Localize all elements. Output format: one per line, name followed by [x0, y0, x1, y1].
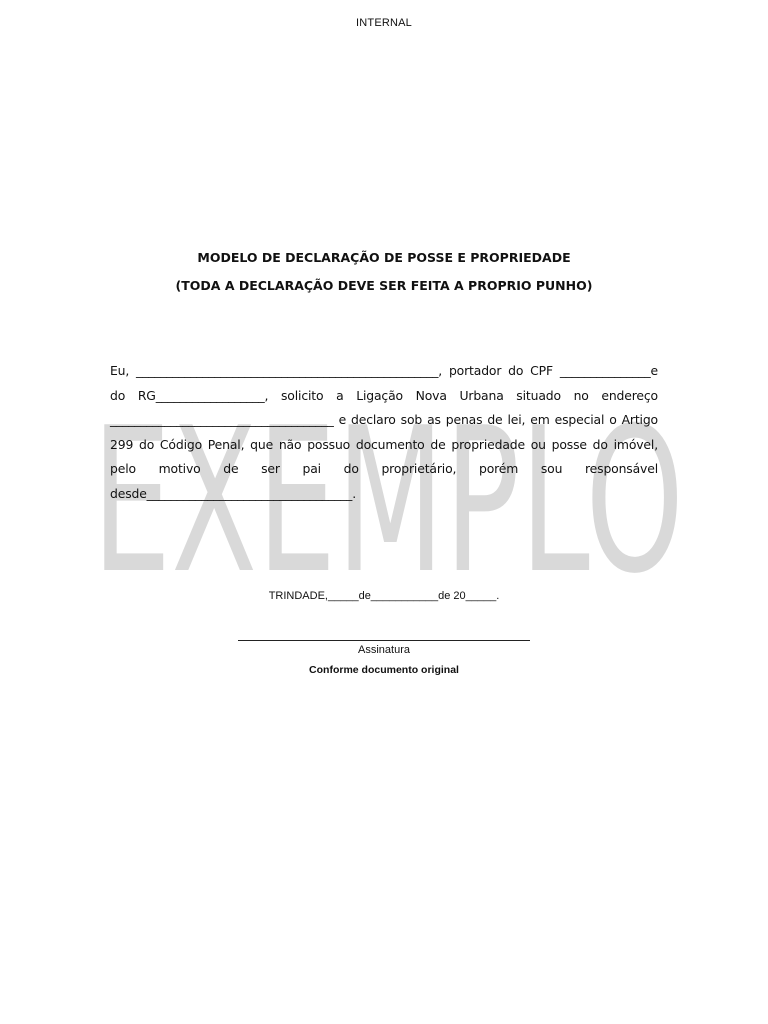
document-subtitle: (TODA A DECLARAÇÃO DEVE SER FEITA A PROPRIO PUNHO): [175, 278, 593, 293]
declaration-body: Eu, __________________________________________________, portador do CPF _______________e do RG__________________, solicito a Ligação Nova Urbana situado no endereço _____________________________________ e declaro sob as penas de lei, em especial o Artigo 299 do Código Penal, que não possuo documento de propriedade ou posse do imóvel, pelo motivo de ser pai do proprietário, porém sou responsável desde__________________________________.: [110, 363, 658, 501]
watermark-text: EXEMPLO: [92, 398, 684, 578]
signature-line: [238, 640, 530, 641]
document-title: MODELO DE DECLARAÇÃO DE POSSE E PROPRIEDADE: [197, 250, 571, 265]
conforme-note: Conforme documento original: [309, 664, 459, 676]
classification-label: INTERNAL: [356, 17, 412, 29]
date-line: TRINDADE,_____de___________de 20_____.: [268, 590, 500, 602]
signature-label: Assinatura: [358, 644, 410, 656]
